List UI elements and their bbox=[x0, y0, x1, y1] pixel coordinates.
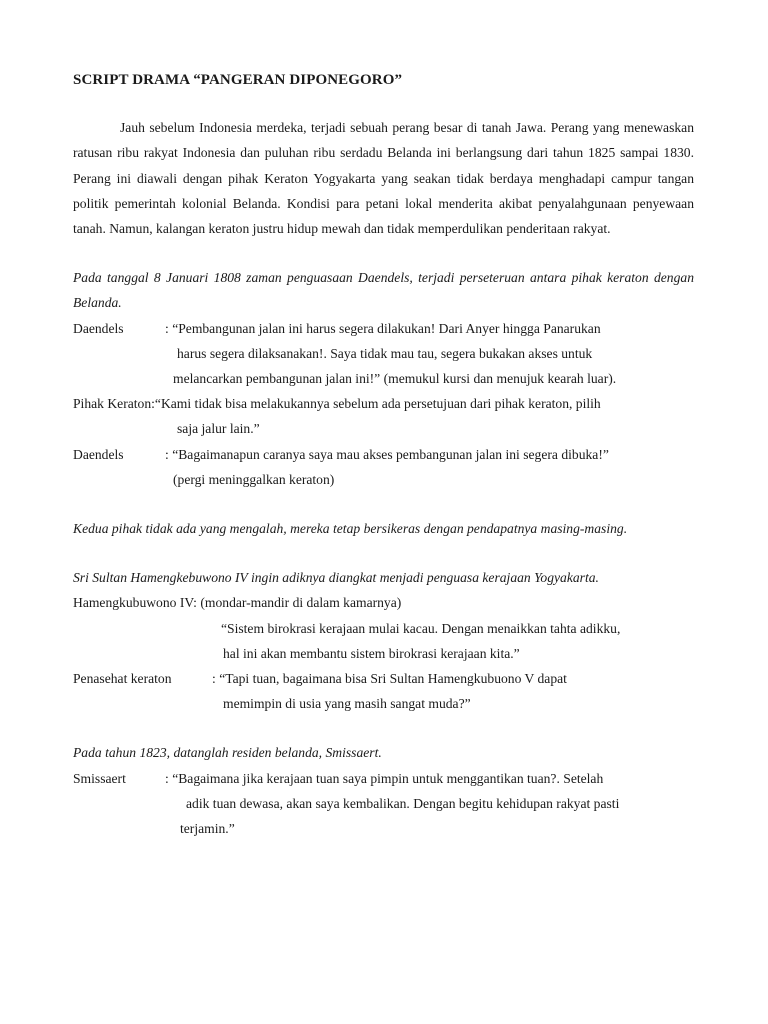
dialogue-line: hal ini akan membantu sistem birokrasi kerajaan kita.” bbox=[223, 645, 520, 661]
speaker-name: Daendels bbox=[73, 446, 124, 462]
dialogue-line: “Bagaimanapun caranya saya mau akses pembangunan jalan ini segera dibuka!” bbox=[172, 446, 609, 462]
dialogue-line: saja jalur lain.” bbox=[177, 421, 260, 437]
dialogue-line: “Tapi tuan, bagaimana bisa Sri Sultan Hamengkubuono V dapat bbox=[219, 671, 567, 687]
scene2-narration: Kedua pihak tidak ada yang mengalah, mereka tetap bersikeras dengan pendapatnya masing-masing. bbox=[73, 521, 628, 537]
dialogue-daendels-2 bbox=[73, 442, 694, 492]
speaker-separator: : bbox=[165, 770, 173, 786]
dialogue-line: “Kami tidak bisa melakukannya sebelum ada persetujuan dari pihak keraton, pilih bbox=[154, 396, 601, 412]
dialogue-hamengkubuwono bbox=[73, 590, 694, 666]
speaker-name: Hamengkubuwono IV: bbox=[73, 595, 197, 611]
stage-direction: (pergi meninggalkan keraton) bbox=[173, 471, 335, 487]
speaker-name: Penasehat keraton bbox=[73, 671, 172, 687]
speaker-name: Pihak Keraton: bbox=[73, 396, 155, 412]
dialogue-line: “Pembangunan jalan ini harus segera dilakukan! Dari Anyer hingga Panarukan bbox=[172, 320, 601, 336]
stage-direction: (mondar-mandir di dalam kamarnya) bbox=[200, 595, 402, 611]
document-title: SCRIPT DRAMA “PANGERAN DIPONEGORO” bbox=[73, 72, 403, 88]
dialogue-pihak-keraton bbox=[73, 391, 694, 441]
dialogue-line: adik tuan dewasa, akan saya kembalikan. Dengan begitu kehidupan rakyat pasti bbox=[186, 795, 620, 811]
dialogue-line: melancarkan pembangunan jalan ini!” (memukul kursi dan menujuk kearah luar). bbox=[173, 371, 617, 387]
dialogue-line: “Sistem birokrasi kerajaan mulai kacau. Dengan menaikkan tahta adikku, bbox=[221, 620, 621, 636]
scene1-narration: Pada tanggal 8 Januari 1808 zaman penguasaan Daendels, terjadi perseteruan antara pihak keraton dengan Belanda. bbox=[73, 270, 694, 311]
dialogue-daendels-1 bbox=[73, 316, 694, 392]
speaker-separator: : bbox=[165, 320, 173, 336]
dialogue-line: terjamin.” bbox=[180, 821, 235, 837]
dialogue-penasehat-keraton bbox=[73, 666, 694, 716]
speaker-separator: : bbox=[165, 446, 173, 462]
speaker-name: Smissaert bbox=[73, 770, 126, 786]
dialogue-line: “Bagaimana jika kerajaan tuan saya pimpin untuk menggantikan tuan?. Setelah bbox=[172, 770, 604, 786]
dialogue-smissaert bbox=[73, 766, 694, 842]
scene3-narration: Sri Sultan Hamengkebuwono IV ingin adiknya diangkat menjadi penguasa kerajaan Yogyakarta. bbox=[73, 570, 599, 586]
speaker-name: Daendels bbox=[73, 320, 124, 336]
dialogue-line: harus segera dilaksanakan!. Saya tidak mau tau, segera bukakan akses untuk bbox=[177, 345, 593, 361]
intro-paragraph: Jauh sebelum Indonesia merdeka, terjadi sebuah perang besar di tanah Jawa. Perang yang menewaskan ratusan ribu rakyat Indonesia dan puluhan ribu serdadu Belanda ini berlangsung dari tahun 1825 sampai 1830. Perang ini diawali dengan pihak Keraton Yogyakarta yang seakan tidak berdaya menghadapi campur tangan politik pemerintah kolonial Belanda. Kondisi para petani lokal menderita akibat penyalahgunaan penyewaan tanah. Namun, kalangan keraton justru hidup mewah dan tidak memperdulikan penderitaan rakyat. bbox=[73, 120, 694, 237]
speaker-separator: : bbox=[212, 671, 220, 687]
document-page bbox=[73, 68, 694, 841]
scene4-narration: Pada tahun 1823, datanglah residen belanda, Smissaert. bbox=[73, 745, 382, 761]
dialogue-line: memimpin di usia yang masih sangat muda?” bbox=[223, 696, 471, 712]
